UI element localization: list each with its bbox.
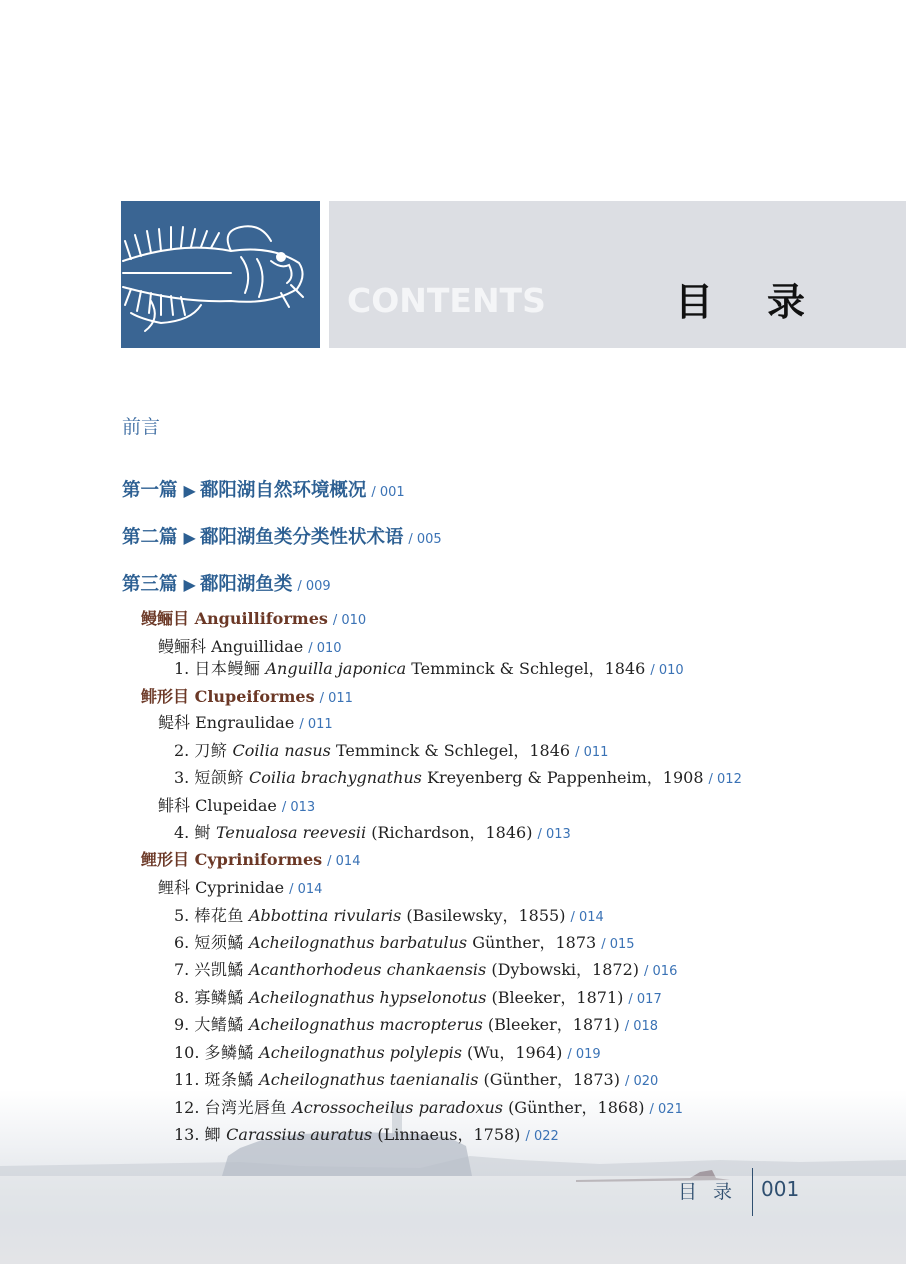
species-cn: 台湾光唇鱼 xyxy=(204,1098,288,1117)
page-ref: / 022 xyxy=(525,1129,559,1144)
toc-species-12[interactable] xyxy=(174,1095,683,1118)
family-cn: 鲤科 xyxy=(158,878,191,897)
contents-chinese-title: 目录 xyxy=(675,280,860,324)
species-sci: Acanthorhodeus chankaensis xyxy=(248,960,487,979)
order-cn: 鲱形目 xyxy=(141,687,190,706)
species-cn: 寡鳞鱊 xyxy=(194,988,244,1007)
species-sci: Anguilla japonica xyxy=(265,659,407,678)
part-title: 鄱阳湖自然环境概况 xyxy=(199,480,367,501)
toc-species-2[interactable] xyxy=(174,738,608,761)
fish-skeleton-icon xyxy=(121,201,320,348)
species-sci: Acheilognathus taenianalis xyxy=(259,1070,479,1089)
page-ref: / 011 xyxy=(319,691,353,706)
toc-family-cyprinidae[interactable] xyxy=(158,875,322,898)
species-cn: 棒花鱼 xyxy=(194,906,244,925)
species-cn: 兴凯鱊 xyxy=(194,960,244,979)
species-cn: 短颌鲚 xyxy=(194,768,244,787)
toc-species-3[interactable] xyxy=(174,765,742,788)
species-sci: Coilia nasus xyxy=(232,741,331,760)
species-sci: Abbottina rivularis xyxy=(248,906,402,925)
fish-skeleton-image xyxy=(121,201,320,348)
order-cn: 鲤形目 xyxy=(141,850,190,869)
triangle-right-icon: ▶ xyxy=(183,575,196,594)
species-num: 9. xyxy=(174,1015,190,1034)
page-ref: / 009 xyxy=(297,579,331,594)
species-author: (Wu，1964) xyxy=(467,1043,563,1062)
species-sci: Tenualosa reevesii xyxy=(215,823,367,842)
species-author: (Günther，1868) xyxy=(508,1098,645,1117)
species-cn: 短须鱊 xyxy=(194,933,244,952)
species-cn: 刀鲚 xyxy=(194,741,228,760)
species-num: 1. xyxy=(174,659,190,678)
species-sci: Acheilognathus hypselonotus xyxy=(248,988,487,1007)
page-ref: / 014 xyxy=(327,854,361,869)
page-ref: / 019 xyxy=(567,1047,601,1062)
species-num: 8. xyxy=(174,988,190,1007)
species-sci: Carassius auratus xyxy=(226,1125,373,1144)
part-label: 第一篇 xyxy=(122,480,178,501)
toc-species-8[interactable] xyxy=(174,985,662,1008)
toc-species-11[interactable] xyxy=(174,1067,658,1090)
family-cn: 鳗鲡科 xyxy=(158,637,207,656)
page-ref: / 018 xyxy=(624,1019,659,1034)
species-author: Günther，1873 xyxy=(472,933,597,952)
page-ref: / 011 xyxy=(299,717,333,732)
toc-order-anguilliformes[interactable] xyxy=(141,606,366,629)
part-label: 第二篇 xyxy=(122,527,178,548)
species-num: 3. xyxy=(174,768,190,787)
species-num: 7. xyxy=(174,960,190,979)
toc-part-2[interactable] xyxy=(122,523,442,549)
toc-species-1[interactable] xyxy=(174,656,684,679)
species-num: 10. xyxy=(174,1043,200,1062)
page-ref: / 001 xyxy=(371,485,405,500)
species-cn: 多鳞鱊 xyxy=(204,1043,255,1062)
species-author: (Richardson，1846) xyxy=(371,823,533,842)
species-cn: 鲥 xyxy=(194,823,211,842)
toc-order-clupeiformes[interactable] xyxy=(141,684,353,707)
species-author: (Linnaeus，1758) xyxy=(377,1125,521,1144)
species-sci: Acheilognathus macropterus xyxy=(248,1015,483,1034)
species-author: Temminck & Schlegel，1846 xyxy=(335,741,571,760)
part-title: 鄱阳湖鱼类分类性状术语 xyxy=(199,527,404,548)
part-label: 第三篇 xyxy=(122,574,178,595)
order-cn: 鳗鲡目 xyxy=(141,609,190,628)
toc-family-anguillidae[interactable] xyxy=(158,634,342,657)
species-cn: 斑条鱊 xyxy=(204,1070,255,1089)
toc-species-9[interactable] xyxy=(174,1012,658,1035)
footer-divider xyxy=(752,1168,753,1216)
species-num: 4. xyxy=(174,823,190,842)
page-ref: / 012 xyxy=(708,772,742,787)
species-cn: 鲫 xyxy=(204,1125,222,1144)
family-cn: 鲱科 xyxy=(158,796,191,815)
toc-species-7[interactable] xyxy=(174,957,677,980)
species-sci: Acheilognathus barbatulus xyxy=(248,933,468,952)
species-num: 6. xyxy=(174,933,190,952)
species-sci: Acheilognathus polylepis xyxy=(259,1043,462,1062)
page-ref: / 017 xyxy=(628,992,662,1007)
toc-species-13[interactable] xyxy=(174,1122,559,1145)
page-ref: / 021 xyxy=(649,1102,683,1117)
species-author: Temminck & Schlegel，1846 xyxy=(411,659,646,678)
species-cn: 日本鳗鲡 xyxy=(194,659,261,678)
page-ref: / 020 xyxy=(624,1074,659,1089)
species-num: 11. xyxy=(174,1070,200,1089)
triangle-right-icon: ▶ xyxy=(183,481,196,500)
part-title: 鄱阳湖鱼类 xyxy=(199,574,293,595)
order-latin: Cypriniformes xyxy=(194,850,323,869)
species-sci: Coilia brachygnathus xyxy=(248,768,422,787)
footer-page-number: 001 xyxy=(761,1177,800,1201)
page-ref: / 013 xyxy=(537,827,571,842)
page-ref: / 005 xyxy=(408,532,442,547)
page-ref: / 010 xyxy=(332,613,367,628)
family-latin: Engraulidae xyxy=(195,713,295,732)
species-author: (Basilewsky，1855) xyxy=(406,906,566,925)
species-author: (Günther，1873) xyxy=(483,1070,620,1089)
family-cn: 鳀科 xyxy=(158,713,191,732)
contents-title-band xyxy=(329,201,906,348)
toc-family-engraulidae[interactable] xyxy=(158,710,333,733)
toc-species-4[interactable] xyxy=(174,820,571,843)
order-latin: Clupeiformes xyxy=(194,687,315,706)
species-num: 5. xyxy=(174,906,190,925)
toc-species-10[interactable] xyxy=(174,1040,601,1063)
triangle-right-icon: ▶ xyxy=(183,528,196,547)
family-latin: Cyprinidae xyxy=(195,878,285,897)
page-ref: / 013 xyxy=(281,800,316,815)
family-latin: Anguillidae xyxy=(211,637,304,656)
page-ref: / 016 xyxy=(644,964,678,979)
page-ref: / 014 xyxy=(289,882,323,897)
species-sci: Acrossocheilus paradoxus xyxy=(292,1098,503,1117)
page-ref: / 010 xyxy=(650,663,684,678)
toc-part-3[interactable] xyxy=(122,570,331,596)
contents-english-title: CONTENTS xyxy=(347,281,546,320)
species-author: Kreyenberg & Pappenheim，1908 xyxy=(426,768,704,787)
species-cn: 大鳍鱊 xyxy=(194,1015,244,1034)
page-ref: / 011 xyxy=(575,745,609,760)
species-num: 2. xyxy=(174,741,190,760)
toc-order-cypriniformes[interactable] xyxy=(141,847,360,870)
order-latin: Anguilliformes xyxy=(194,609,328,628)
species-author: (Dybowski，1872) xyxy=(491,960,640,979)
family-latin: Clupeidae xyxy=(195,796,277,815)
toc-species-5[interactable] xyxy=(174,903,604,926)
species-num: 13. xyxy=(174,1125,200,1144)
page-ref: / 015 xyxy=(601,937,635,952)
footer-section-label: 目录 xyxy=(678,1181,749,1203)
toc-preface[interactable]: 前言 xyxy=(122,416,161,438)
species-author: (Bleeker，1871) xyxy=(487,1015,620,1034)
toc-family-clupeidae[interactable] xyxy=(158,793,315,816)
page-ref: / 014 xyxy=(570,910,604,925)
species-author: (Bleeker，1871) xyxy=(491,988,624,1007)
page-ref: / 010 xyxy=(308,641,342,656)
toc-species-6[interactable] xyxy=(174,930,635,953)
toc-part-1[interactable] xyxy=(122,476,405,502)
species-num: 12. xyxy=(174,1098,200,1117)
